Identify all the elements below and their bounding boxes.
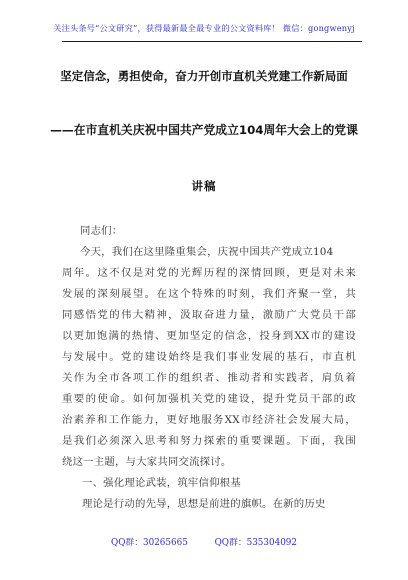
body-line: 关作为全市各项工作的组织者、推动者和实践者，肩负着 [62,372,356,384]
body-line: 与发展中。党的建设始终是我们事业发展的基石，市直机 [62,351,356,363]
body-line: 发展的深刻展望。在这个特殊的时刻，我们齐聚一堂，共 [62,288,356,300]
document-subtitle-continuation: 讲稿 [191,179,217,193]
body-line: 治素养和工作能力，更好地服务XX市经济社会发展大局， [62,414,356,426]
body-line: 理论是行动的先导，思想是前进的旗帜。在新的历史 [82,498,326,510]
body-line: 同感悟党的伟大精神，汲取奋进力量，激励广大党员干部 [62,309,356,321]
body-line: 是我们必须深入思考和努力探索的重要课题。下面，我围 [62,435,356,447]
salutation: 同志们： [80,225,123,237]
document-title: 坚定信念，勇担使命，奋力开创市直机关党建工作新局面 [60,69,348,83]
header-promo-note: 关注头条号“公文研究”，获得最新最全最专业的公文资料库！ 微信：gongwenyj [53,23,355,33]
body-line: 今天，我们在这里隆重集会，庆祝中国共产党成立104 [80,246,334,258]
body-line: 周年。这不仅是对党的光辉历程的深情回顾，更是对未来 [62,267,356,279]
footer-qq-group-2: QQ群：535304092 [214,538,297,548]
body-line: 以更加饱满的热情、更加坚定的信念，投身到XX市的建设 [62,330,356,342]
document-subtitle: ——在市直机关庆祝中国共产党成立104周年大会上的党课 [50,123,358,137]
footer-qq-group-1: QQ群：30265665 [111,538,188,548]
body-line: 重要的使命。如何加强机关党的建设，提升党员干部的政 [62,393,356,405]
header-divider [62,41,362,42]
section-heading: 一、强化理论武装，筑牢信仰根基 [82,477,241,489]
footer-contact [0,535,408,548]
body-line: 绕这一主题，与大家共同交流探讨。 [62,456,232,468]
